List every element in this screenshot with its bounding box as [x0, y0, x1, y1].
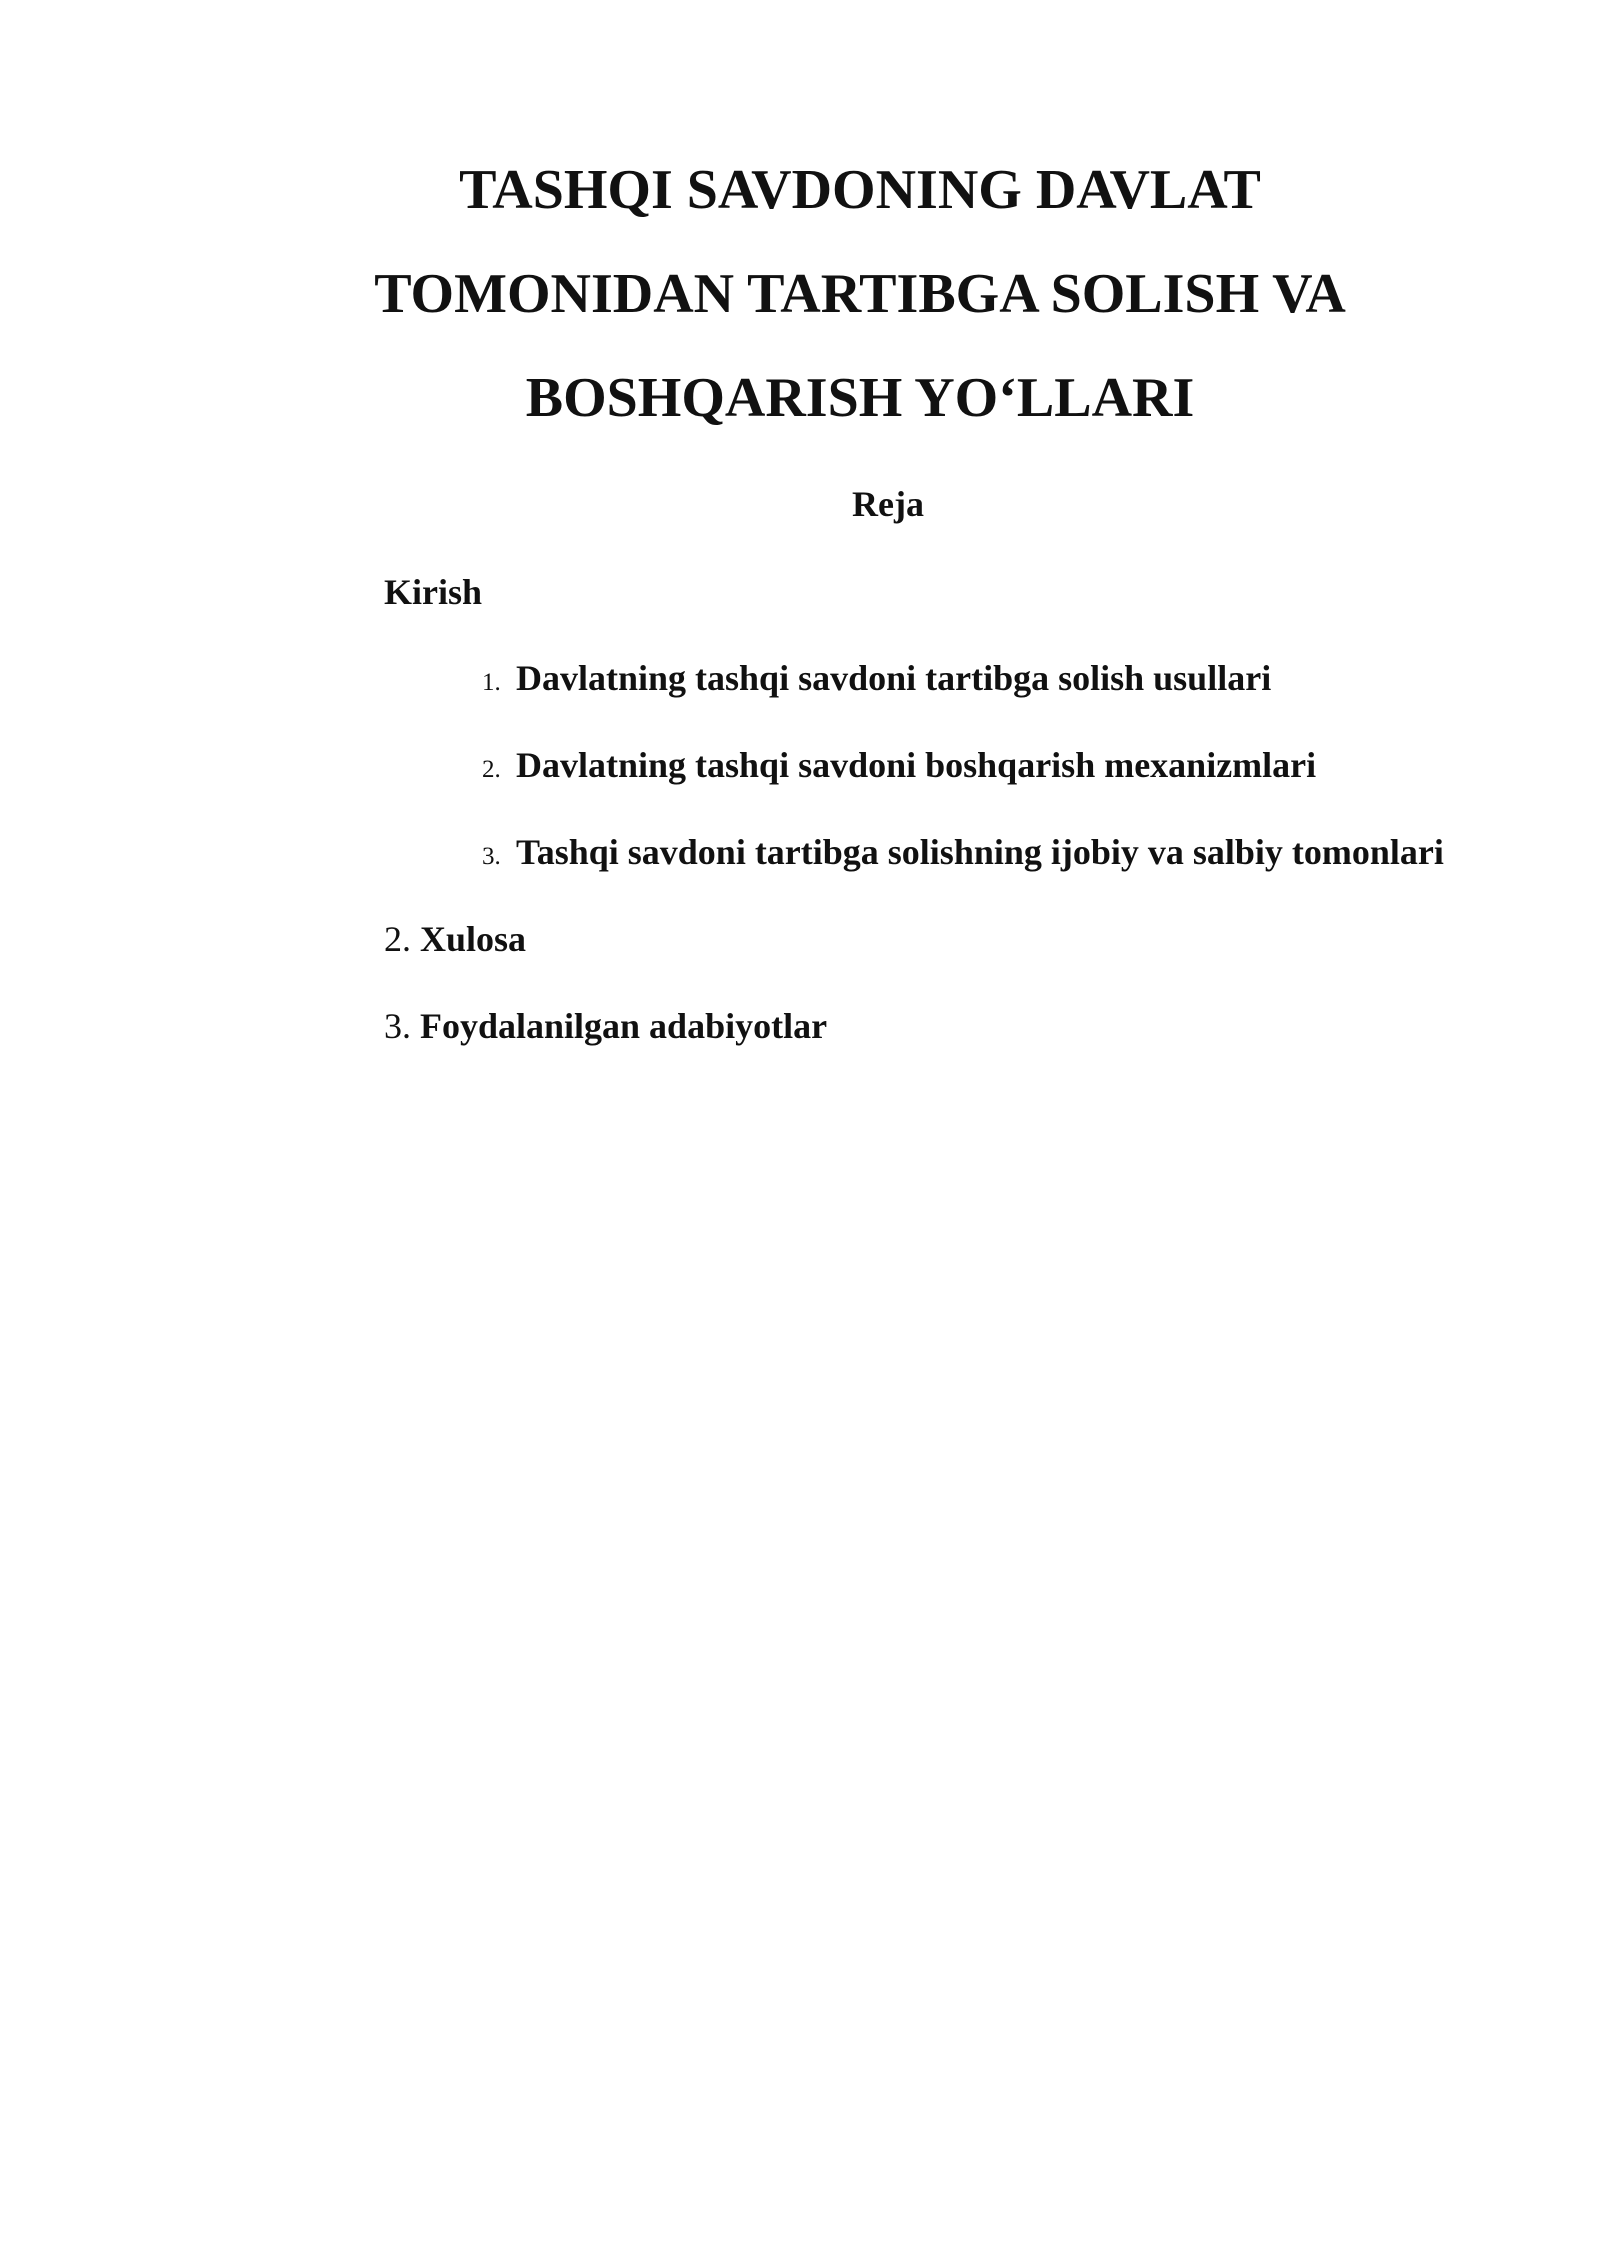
list-item-text: Tashqi savdoni tartibga solishning ijobiy va salbiy tomonlari	[516, 832, 1444, 872]
list-number: 3.	[482, 843, 501, 870]
list-item-text: Davlatning tashqi savdoni boshqarish mexanizmlari	[516, 745, 1317, 785]
plan-sub-item	[482, 743, 1316, 792]
intro-item: Kirish	[384, 572, 483, 612]
list-number: 2.	[384, 919, 411, 959]
list-item-text: Davlatning tashqi savdoni tartibga solish usullari	[516, 658, 1272, 698]
plan-heading: Reja	[852, 484, 924, 524]
document-title-line-1: TASHQI SAVDONING DAVLAT	[459, 159, 1261, 221]
plan-main-item	[384, 1004, 827, 1048]
plan-sub-item	[482, 830, 1444, 879]
document-title-line-2: TOMONIDAN TARTIBGA SOLISH VA	[374, 263, 1346, 325]
plan-sub-item	[482, 656, 1271, 705]
list-number: 3.	[384, 1006, 411, 1046]
list-item-text: Foydalanilgan adabiyotlar	[420, 1006, 828, 1046]
plan-main-item	[384, 917, 526, 961]
list-number: 1.	[482, 669, 501, 696]
list-item-text: Xulosa	[420, 919, 527, 959]
list-number: 2.	[482, 756, 501, 783]
document-title-line-3: BOSHQARISH YO‘LLARI	[525, 367, 1195, 429]
